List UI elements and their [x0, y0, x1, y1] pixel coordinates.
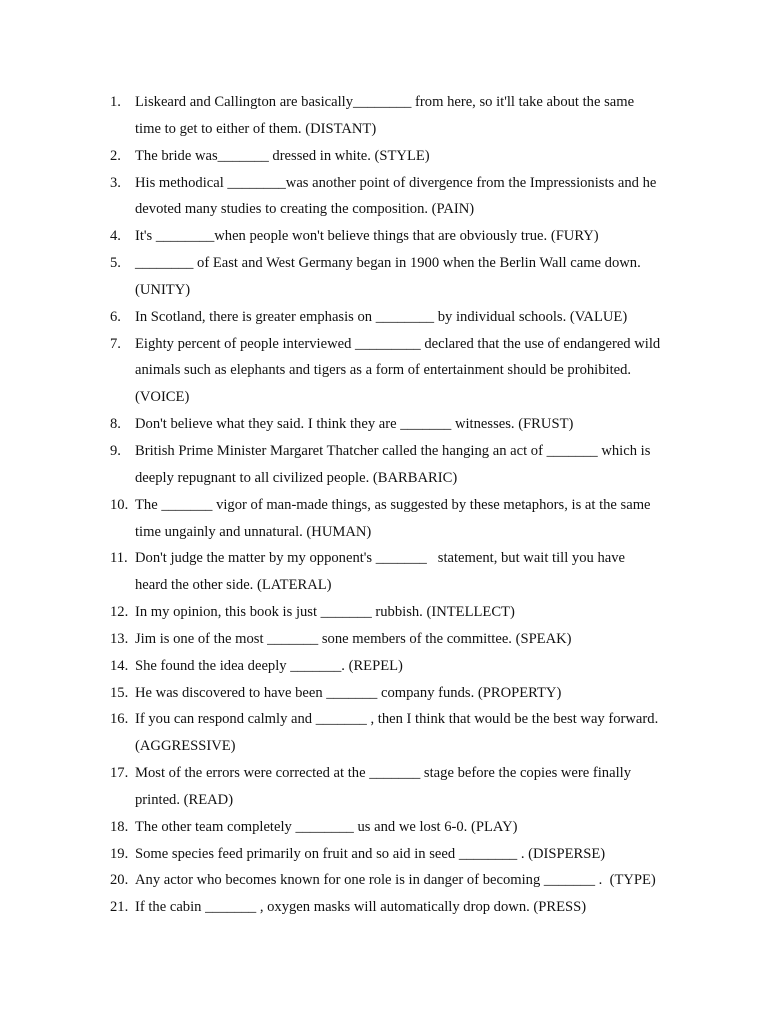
- exercise-number: 13.: [110, 630, 129, 647]
- exercise-text: The bride was_______ dressed in white. (STYLE): [135, 147, 430, 164]
- exercise-text: The _______ vigor of man-made things, as suggested by these metaphors, is at the same time ungainly and unnatural. (HUMAN): [135, 496, 651, 540]
- exercise-text: The other team completely ________ us and we lost 6-0. (PLAY): [135, 818, 518, 835]
- exercise-number: 5.: [110, 255, 121, 272]
- exercise-number: 8.: [110, 416, 121, 433]
- exercise-number: 16.: [110, 711, 129, 728]
- exercise-item: [110, 438, 700, 492]
- exercise-number: 15.: [110, 684, 129, 701]
- exercise-number: 18.: [110, 818, 129, 835]
- exercise-item: [110, 170, 700, 224]
- exercise-item: [110, 680, 700, 707]
- exercise-text: If you can respond calmly and _______ , then I think that would be the best way forward. (AGGRESSIVE): [135, 711, 659, 755]
- exercise-number: 9.: [110, 442, 121, 459]
- exercise-number: 1.: [110, 94, 121, 110]
- exercise-item: [110, 841, 700, 868]
- exercise-item: [110, 250, 700, 304]
- exercise-text: It's ________when people won't believe things that are obviously true. (FURY): [135, 228, 599, 245]
- exercise-text: Jim is one of the most _______ sone members of the committee. (SPEAK): [135, 630, 572, 647]
- exercise-text: Don't believe what they said. I think they are _______ witnesses. (FRUST): [135, 416, 574, 433]
- exercise-item: [110, 331, 700, 412]
- exercise-item: [110, 143, 700, 170]
- exercise-text: British Prime Minister Margaret Thatcher called the hanging an act of _______ which is deeply repugnant to all civilized people. (BARBARIC): [135, 442, 651, 486]
- exercise-text: Some species feed primarily on fruit and so aid in seed ________ . (DISPERSE): [135, 845, 606, 862]
- exercise-item: [110, 492, 700, 546]
- exercise-number: 4.: [110, 228, 121, 245]
- exercise-item: [110, 626, 700, 653]
- exercise-item: [110, 867, 700, 894]
- exercise-item: [110, 304, 700, 331]
- exercise-item: [110, 599, 700, 626]
- exercise-item: [110, 894, 700, 921]
- exercise-number: 10.: [110, 496, 129, 513]
- exercise-item: [110, 653, 700, 680]
- exercise-number: 12.: [110, 604, 129, 621]
- exercise-text: Don't judge the matter by my opponent's _______ statement, but wait till you have heard the other side. (LATERAL): [135, 550, 626, 594]
- exercise-text: She found the idea deeply _______. (REPEL): [135, 657, 403, 674]
- exercise-number: 19.: [110, 845, 129, 862]
- exercise-number: 6.: [110, 308, 121, 325]
- exercise-number: 2.: [110, 147, 121, 164]
- exercise-item: [110, 760, 700, 814]
- exercise-text: ________ of East and West Germany began in 1900 when the Berlin Wall came down. (UNITY): [135, 255, 641, 298]
- exercise-number: 3.: [110, 174, 121, 191]
- exercise-number: 11.: [110, 550, 128, 567]
- exercise-number: 21.: [110, 899, 129, 916]
- exercise-item: [110, 545, 700, 599]
- exercise-text: Any actor who becomes known for one role is in danger of becoming _______ . (TYPE): [135, 872, 656, 889]
- exercise-number: 20.: [110, 872, 129, 889]
- exercise-item: [110, 706, 700, 760]
- exercise-item: [110, 814, 700, 841]
- exercise-number: 7.: [110, 335, 121, 352]
- exercise-item: [110, 411, 700, 438]
- exercise-list: [110, 89, 700, 921]
- exercise-text: Eighty percent of people interviewed _________ declared that the use of endangered wild animals such as elephants and tigers as a form of entertainment should be prohibited. (VOICE): [135, 335, 661, 406]
- exercise-text: In Scotland, there is greater emphasis on ________ by individual schools. (VALUE): [135, 308, 628, 325]
- exercise-item: [110, 89, 700, 143]
- exercise-text: If the cabin _______ , oxygen masks will automatically drop down. (PRESS): [135, 899, 587, 916]
- exercise-item: [110, 223, 700, 250]
- exercise-text: Liskeard and Callington are basically________ from here, so it'll take about the same time to get to either of them. (DISTANT): [135, 94, 635, 137]
- exercise-text: His methodical ________was another point of divergence from the Impressionists and he devoted many studies to creating the composition. (PAIN): [135, 174, 657, 218]
- exercise-number: 14.: [110, 657, 129, 674]
- exercise-text: In my opinion, this book is just _______ rubbish. (INTELLECT): [135, 604, 515, 621]
- exercise-text: Most of the errors were corrected at the _______ stage before the copies were finally printed. (READ): [135, 765, 631, 808]
- exercise-text: He was discovered to have been _______ company funds. (PROPERTY): [135, 684, 562, 701]
- exercise-number: 17.: [110, 765, 129, 782]
